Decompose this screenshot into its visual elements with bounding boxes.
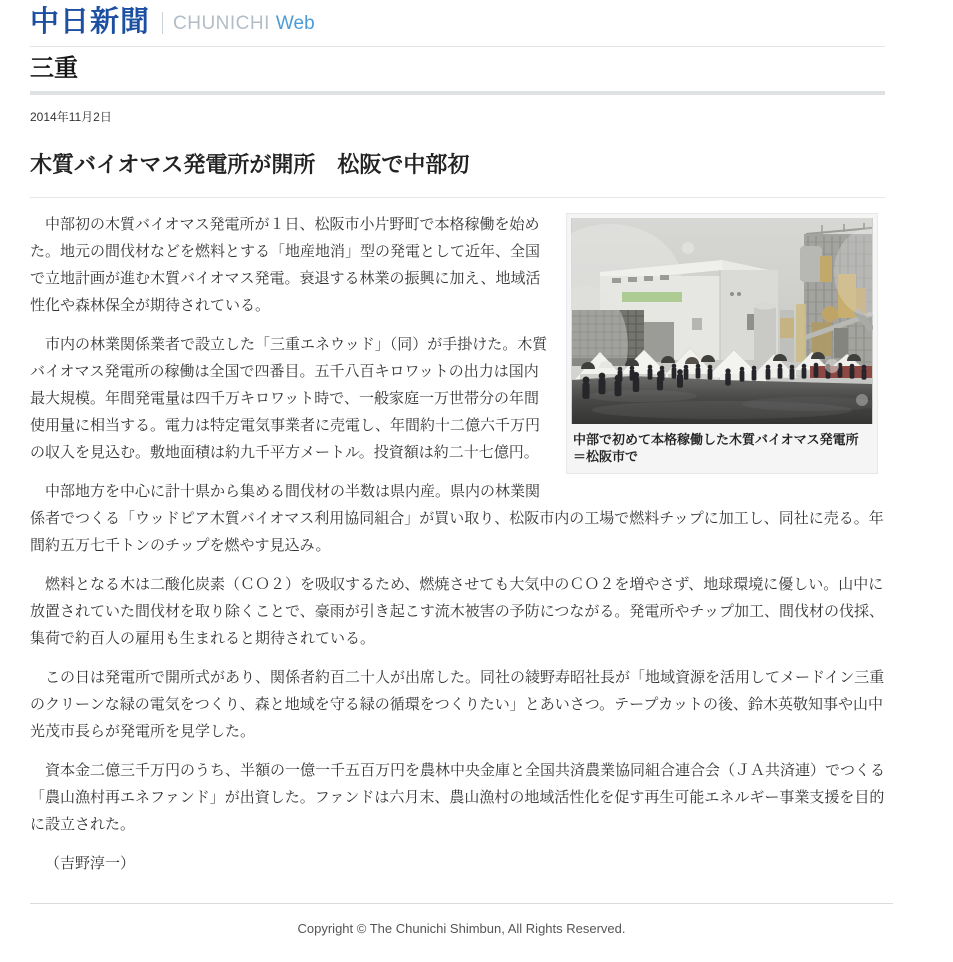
logo-en-gray-text: CHUNICHI: [173, 12, 270, 34]
section-title: 三重: [30, 55, 78, 82]
photo-caption: 中部で初めて本格稼働した木質バイオマス発電所＝松阪市で: [573, 432, 859, 464]
site-footer: [30, 903, 893, 962]
logo-en-blue-text: Web: [275, 12, 315, 34]
article-paragraph: 中部地方を中心に計十県から集める間伐材の半数は県内産。県内の林業関係者でつくる「ウッドピア木質バイオマス利用協同組合」が買い取り、松阪市内の工場で燃料チップに加工し、同社に売る。年間約五万七千トンのチップを燃やす見込み。: [30, 483, 884, 554]
article-paragraph: 資本金二億三千万円のうち、半額の一億一千五百万円を農林中央金庫と全国共済農業協同組合連合会（ＪＡ共済連）でつくる「農山漁村再エネファンド」が出資した。ファンドは六月末、農山漁村の地域活性化を促す再生可能エネルギー事業支援を目的に設立された。: [30, 762, 886, 833]
article-headline: 木質バイオマス発電所が開所 松阪で中部初: [30, 150, 885, 198]
article-byline: （吉野淳一）: [45, 855, 136, 872]
logo-divider: [162, 12, 163, 34]
article-paragraph: この日は発電所で開所式があり、関係者約百二十人が出席した。同社の綾野寿昭社長が「地域資源を活用してメードイン三重のクリーンな緑の電気をつくり、森と地域を守る緑の循環をつくりたい」とあいさつ。テープカットの後、鈴木英敬知事や山中光茂市長らが発電所を見学した。: [30, 669, 885, 740]
article-date: 2014年11月2日: [30, 110, 112, 124]
site-logo-link[interactable]: [30, 7, 315, 37]
site-header: [30, 0, 885, 47]
article-paragraph: 燃料となる木は二酸化炭素（ＣＯ２）を吸収するため、燃焼させても大気中のＣＯ２を増やさず、地球環境に優しい。山中に放置されていた間伐材を取り除くことで、豪雨が引き起こす流木被害の予防につながる。発電所やチップ加工、間伐材の伐採、集荷で約百人の雇用も生まれると期待されている。: [30, 576, 884, 647]
article-paragraph: 市内の林業関係業者で設立した「三重エネウッド」（同）が手掛けた。木質バイオマス発電所の稼働は全国で四番目。五千八百キロワットの出力は国内最大規模。年間発電量は四千万キロワット時で、一般家庭一万世帯分の年間使用量に相当する。電力は特定電気事業者に売電し、年間約十二億六千万円の収入を見込む。敷地面積は約九千平方メートル。投資額は約二十七億円。: [30, 336, 548, 461]
copyright-text: Copyright © The Chunichi Shimbun, All Rights Reserved.: [297, 921, 626, 936]
logo-jp-text: 中日新聞: [30, 6, 151, 38]
section-header: [30, 47, 885, 95]
photo-figure: [566, 213, 878, 474]
article-paragraph: 中部初の木質バイオマス発電所が１日、松阪市小片野町で本格稼働を始めた。地元の間伐材などを燃料とする「地産地消」型の発電として近年、全国で立地計画が進む木質バイオマス発電。衰退する林業の振興に加え、地域活性化や森林保全が期待されている。: [30, 216, 541, 314]
power-plant-photo-image: [571, 218, 873, 424]
article-body: [30, 211, 885, 889]
